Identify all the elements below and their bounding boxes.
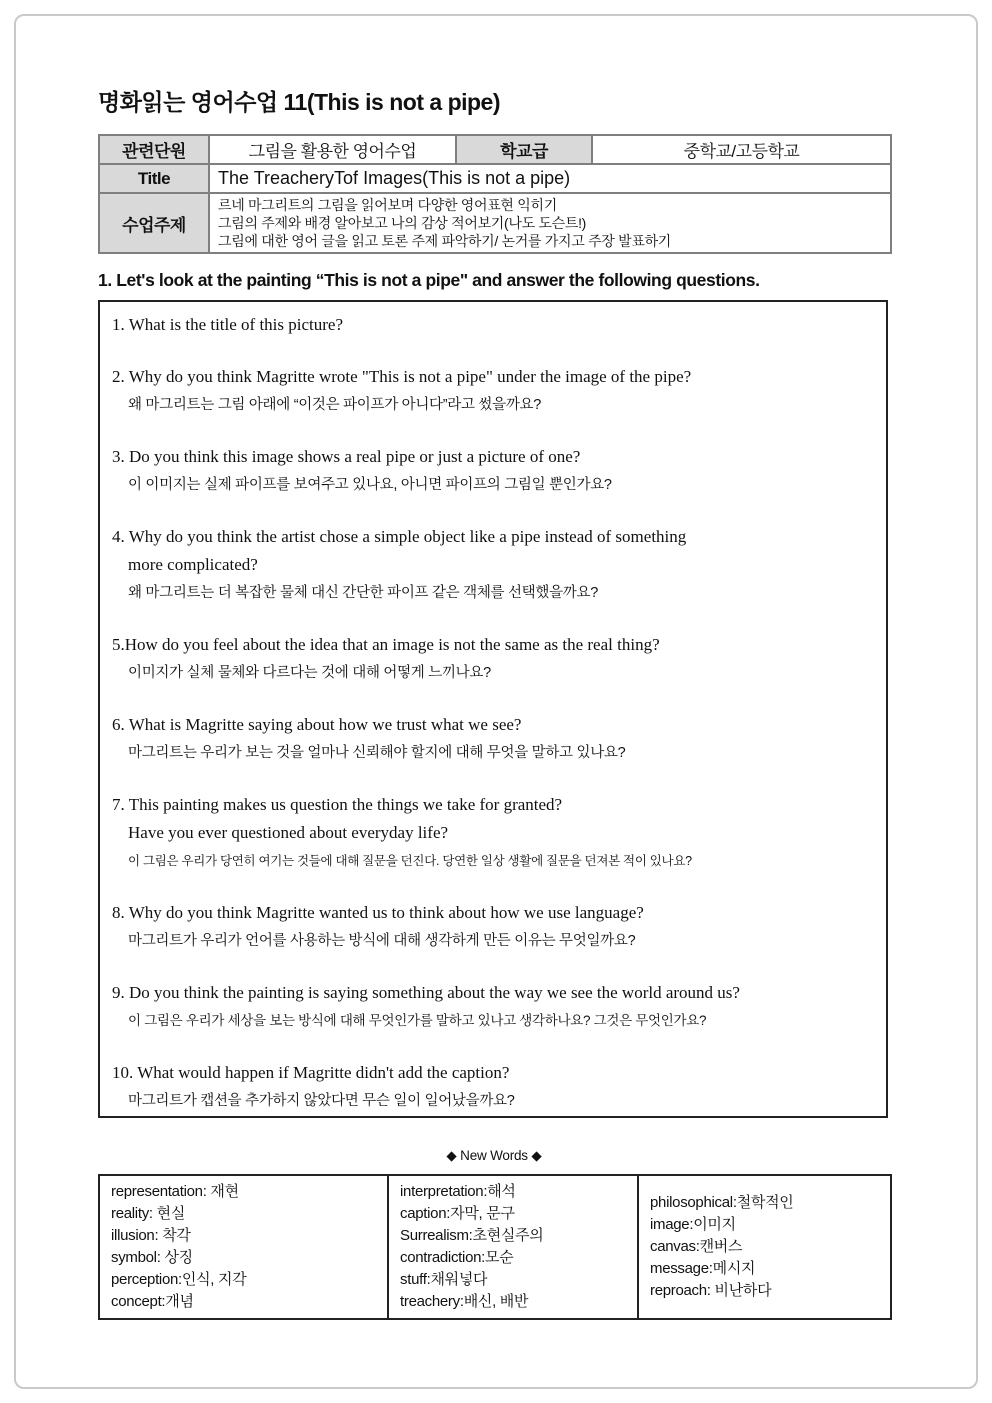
school-level-value: 중학교/고등학교 <box>592 135 891 164</box>
new-words-column-2 <box>388 1175 638 1319</box>
word-entry: treachery:배신, 배반 <box>400 1293 529 1310</box>
word-entry: canvas:캔버스 <box>650 1238 743 1255</box>
topic-label: 수업주제 <box>99 193 209 253</box>
word-entry: reality: 현실 <box>111 1205 186 1222</box>
word-entry: Surrealism:초현실주의 <box>400 1227 544 1244</box>
title-value: The TreacheryTof Images(This is not a pipe) <box>209 164 891 193</box>
word-entry: philosophical:철학적인 <box>650 1194 794 1211</box>
new-words-table <box>98 1174 892 1320</box>
question-line: 4. Why do you think the artist chose a simple object like a pipe instead of something <box>112 527 687 546</box>
word-entry: representation: 재현 <box>111 1183 239 1200</box>
question-8 <box>112 899 878 955</box>
word-entry: stuff:채워넣다 <box>400 1271 488 1288</box>
question-line: 9. Do you think the painting is saying something about the way we see the world around us? <box>112 983 740 1002</box>
word-entry: concept:개념 <box>111 1293 194 1310</box>
question-line-korean: 이미지가 실체 물체와 다르다는 것에 대해 어떻게 느끼나요? <box>128 665 491 681</box>
question-line: 2. Why do you think Magritte wrote "This is not a pipe" under the image of the pipe? <box>112 367 692 386</box>
question-7 <box>112 791 878 875</box>
question-9 <box>112 979 878 1035</box>
new-words-heading: ◆ New Words ◆ <box>446 1148 542 1163</box>
word-entry: perception:인식, 지각 <box>111 1271 247 1288</box>
question-line: 10. What would happen if Magritte didn't add the caption? <box>112 1063 510 1082</box>
word-entry: illusion: 착각 <box>111 1227 191 1244</box>
question-6 <box>112 711 878 767</box>
topic-line: 그림의 주제와 배경 알아보고 나의 감상 적어보기(나도 도슨트!) <box>218 215 587 231</box>
question-5 <box>112 631 878 687</box>
word-entry: message:메시지 <box>650 1260 756 1277</box>
new-words-row <box>99 1175 891 1319</box>
question-line: 8. Why do you think Magritte wanted us to think about how we use language? <box>112 903 644 922</box>
word-entry: interpretation:해석 <box>400 1183 516 1200</box>
question-line-korean: 왜 마그리트는 그림 아래에 “이것은 파이프가 아니다”라고 썼을까요? <box>128 397 542 413</box>
word-entry: caption:자막, 문구 <box>400 1205 515 1222</box>
question-3 <box>112 443 878 499</box>
question-line-korean: 이 이미지는 실제 파이프를 보여주고 있나요, 아니면 파이프의 그림일 뿐인가요? <box>128 477 612 493</box>
question-line-korean: 마그리트가 캡션을 추가하지 않았다면 무슨 일이 일어났을까요? <box>128 1093 515 1109</box>
question-line-korean: 마그리트가 우리가 언어를 사용하는 방식에 대해 생각하게 만든 이유는 무엇일까요? <box>128 933 636 949</box>
question-2 <box>112 363 878 419</box>
word-entry: contradiction:모순 <box>400 1249 514 1266</box>
word-entry: image:이미지 <box>650 1216 736 1233</box>
related-unit-label: 관련단원 <box>99 135 209 164</box>
page-title: 명화읽는 영어수업 11(This is not a pipe) <box>98 89 501 115</box>
question-box <box>98 300 888 1118</box>
word-entry: reproach: 비난하다 <box>650 1282 772 1299</box>
question-line: 3. Do you think this image shows a real pipe or just a picture of one? <box>112 447 581 466</box>
lesson-info-table <box>98 134 892 254</box>
question-line-korean: 이 그림은 우리가 당연히 여기는 것들에 대해 질문을 던진다. 당연한 일상 생활에 질문을 던져본 적이 있나요? <box>128 854 692 868</box>
info-row-title <box>99 164 891 193</box>
question-line-korean: 마그리트는 우리가 보는 것을 얼마나 신뢰해야 할지에 대해 무엇을 말하고 있나요? <box>128 745 626 761</box>
topic-line: 르네 마그리트의 그림을 읽어보며 다양한 영어표현 익히기 <box>218 197 557 213</box>
school-level-label: 학교급 <box>456 135 592 164</box>
info-row-related-unit <box>99 135 891 164</box>
question-1 <box>112 311 878 339</box>
question-line: 7. This painting makes us question the things we take for granted? <box>112 795 563 814</box>
word-entry: symbol: 상징 <box>111 1249 193 1266</box>
info-row-topic <box>99 193 891 253</box>
question-10 <box>112 1059 878 1115</box>
new-words-column-3 <box>638 1175 891 1319</box>
question-4 <box>112 523 878 607</box>
related-unit-value: 그림을 활용한 영어수업 <box>209 135 456 164</box>
question-line: 6. What is Magritte saying about how we trust what we see? <box>112 715 522 734</box>
title-label: Title <box>99 164 209 193</box>
question-line: 5.How do you feel about the idea that an image is not the same as the real thing? <box>112 635 660 654</box>
question-line: more complicated? <box>128 555 258 574</box>
topic-line: 그림에 대한 영어 글을 읽고 토론 주제 파악하기/ 논거를 가지고 주장 발표하기 <box>218 233 672 249</box>
question-line: Have you ever questioned about everyday life? <box>128 823 449 842</box>
section-heading: 1. Let's look at the painting “This is not a pipe" and answer the following questions. <box>98 270 760 290</box>
page-content <box>98 84 890 1320</box>
question-line-korean: 이 그림은 우리가 세상을 보는 방식에 대해 무엇인가를 말하고 있나고 생각하나요? 그것은 무엇인가요? <box>128 1013 707 1028</box>
question-line: 1. What is the title of this picture? <box>112 315 344 334</box>
page-card <box>14 14 978 1389</box>
question-line-korean: 왜 마그리트는 더 복잡한 물체 대신 간단한 파이프 같은 객체를 선택했을까요? <box>128 585 598 601</box>
new-words-column-1 <box>99 1175 388 1319</box>
topic-value <box>209 193 891 253</box>
